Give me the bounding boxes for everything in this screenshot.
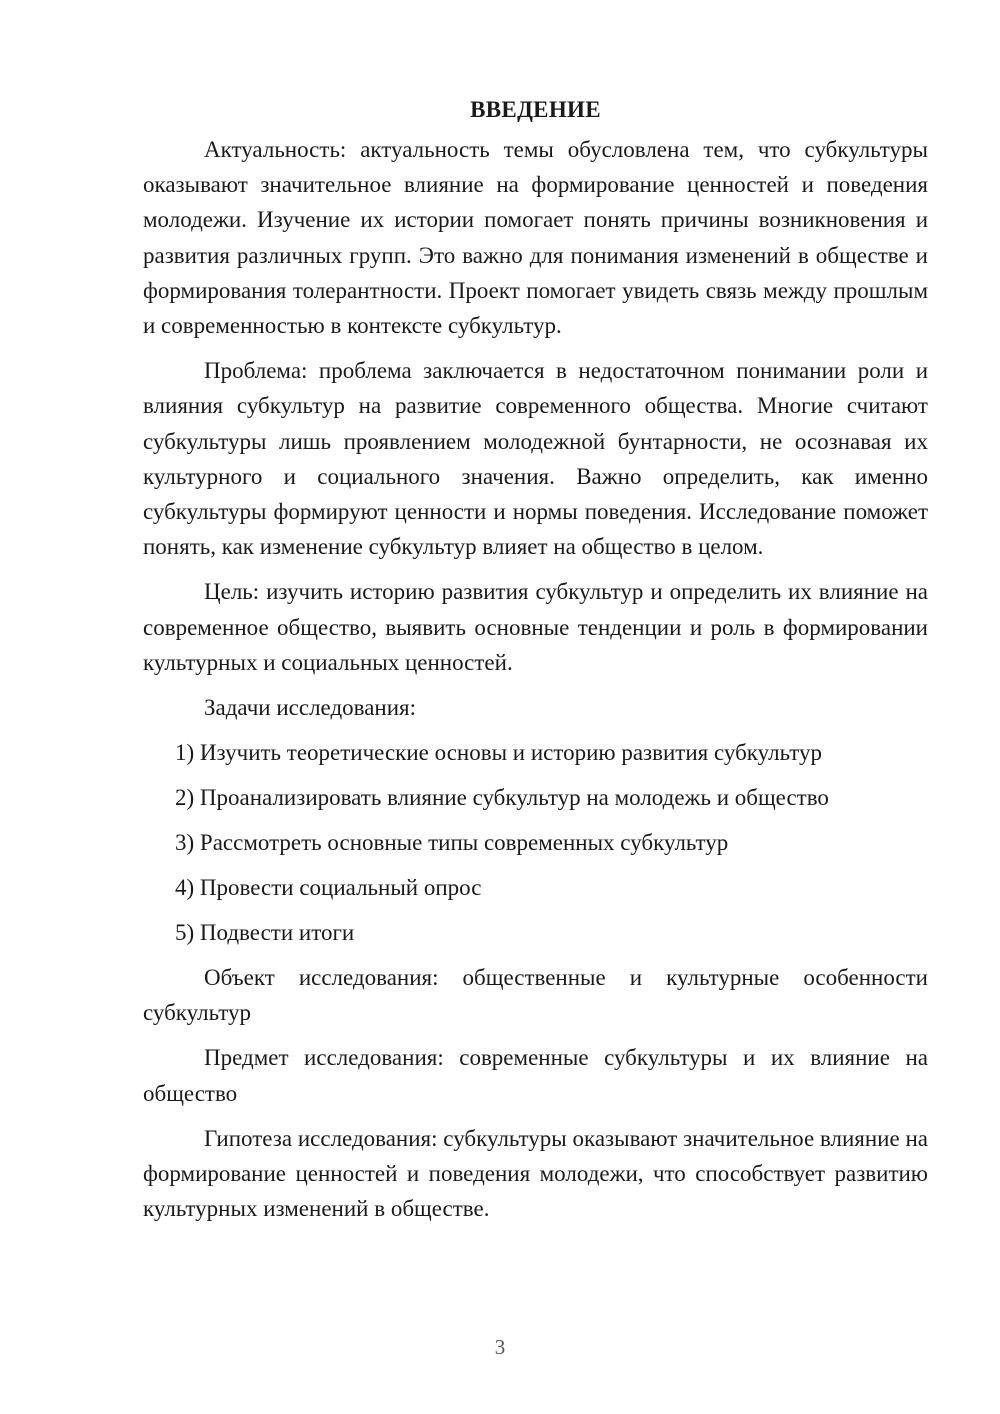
page-number: 3 — [494, 1335, 506, 1359]
tasks-heading: Задачи исследования: — [204, 695, 417, 721]
page-title: ВВЕДЕНИЕ — [470, 97, 601, 122]
task-item-3: 3) Рассмотреть основные типы современных субкультур — [175, 830, 729, 856]
task-item-4: 4) Провести социальный опрос — [175, 875, 482, 901]
task-item-5: 5) Подвести итоги — [175, 920, 355, 946]
tasks-list — [143, 735, 928, 950]
task-item-1: 1) Изучить теоретические основы и историю развития субкультур — [175, 740, 822, 766]
paragraph-subject: Предмет исследования: современные субкультуры и их влияние на общество — [143, 1045, 928, 1106]
task-item-2: 2) Проанализировать влияние субкультур на молодежь и общество — [175, 785, 829, 811]
paragraph-problem: Проблема: проблема заключается в недостаточном понимании роли и влияния субкультур на развитие современного общества. Многие считают субкультуры лишь проявлением молодежной бунтарности, не осознавая их культурного и социального значения. Важно определить, как именно субкультуры формируют ценности и нормы поведения. Исследование поможет понять, как изменение субкультур влияет на общество в целом. — [143, 358, 928, 560]
paragraph-relevance: Актуальность: актуальность темы обусловлена тем, что субкультуры оказывают значительное влияние на формирование ценностей и поведения молодежи. Изучение их истории помогает понять причины возникновения и развития различных групп. Это важно для понимания изменений в обществе и формирования толерантности. Проект помогает увидеть связь между прошлым и современностью в контексте субкультур. — [143, 137, 928, 339]
document-page — [143, 92, 928, 1236]
paragraph-goal: Цель: изучить историю развития субкультур и определить их влияние на современное общество, выявить основные тенденции и роль в формировании культурных и социальных ценностей. — [143, 579, 928, 675]
paragraph-object: Объект исследования: общественные и культурные особенности субкультур — [143, 965, 928, 1026]
paragraph-hypothesis: Гипотеза исследования: субкультуры оказывают значительное влияние на формирование ценностей и поведения молодежи, что способствует развитию культурных изменений в обществе. — [143, 1125, 928, 1222]
